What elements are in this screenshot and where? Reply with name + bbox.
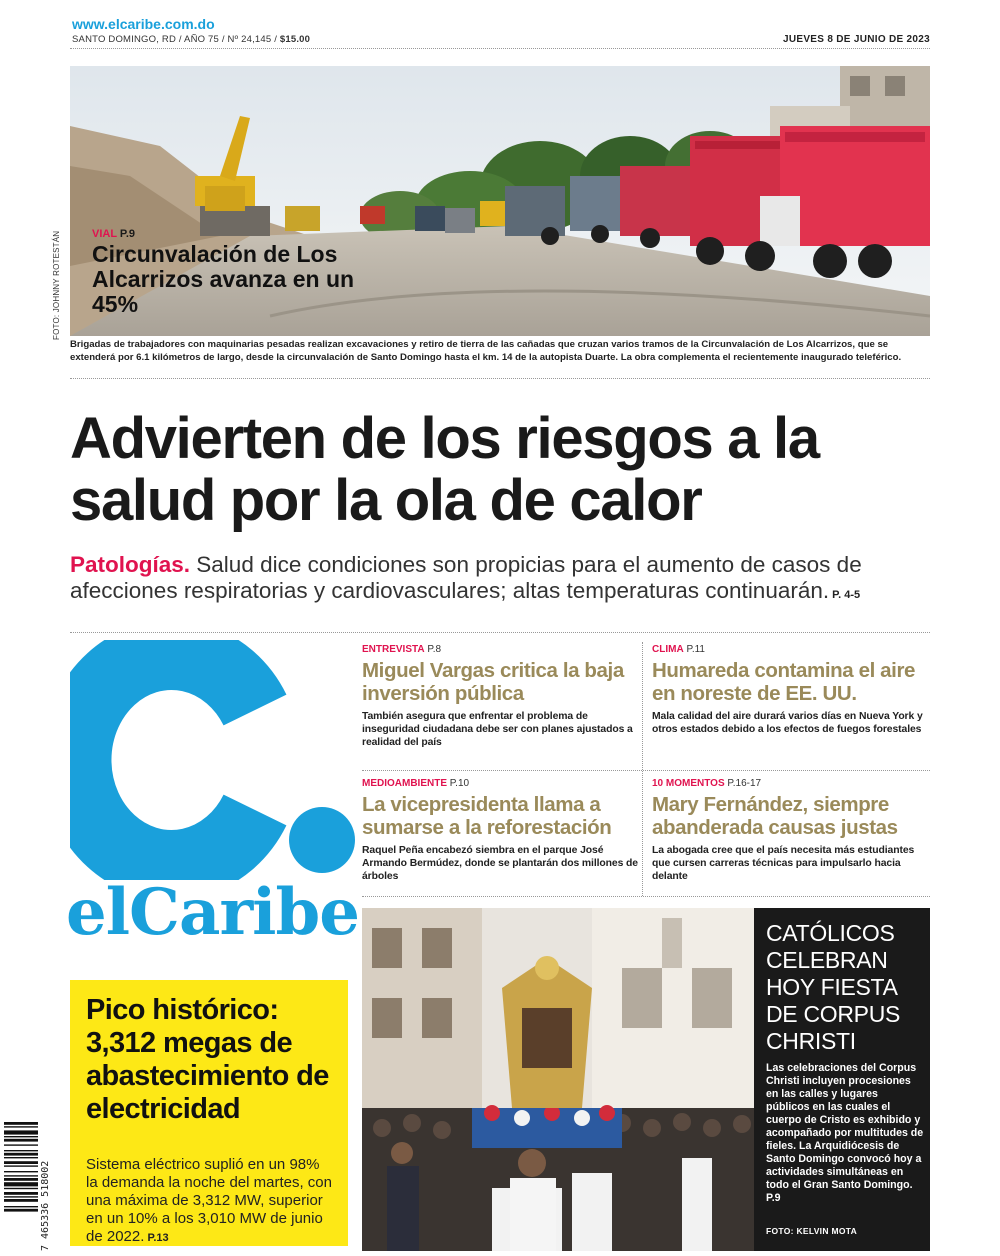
corpus-christi-photo[interactable] <box>362 908 754 1251</box>
top-story-section: VIAL <box>92 228 117 240</box>
corpus-christi-text: Las celebraciones del Corpus Christi incluyen procesiones en las calles y lugares públicos en las cuales el cuerpo de Cristo es exhibido y acompañado por multitudes de fieles. La Arquidiócesis de Santo Domingo convocó hoy a actividades simultáneas en todo el Gran Santo Domingo. P.9 <box>766 1062 924 1204</box>
main-divider <box>70 632 930 633</box>
main-kicker: Patologías. <box>70 552 191 577</box>
energy-box-title[interactable]: Pico histórico: 3,312 megas de abastecimiento de electricidad <box>86 994 329 1125</box>
brief-text: La abogada cree que el país necesita más estudiantes que cursen carreras técnicas para impulsarlo hacia delante <box>652 845 915 882</box>
briefs-row-divider <box>362 770 930 771</box>
logo-c-icon <box>70 640 360 880</box>
main-headline[interactable]: Advierten de los riesgos a la salud por la ola de calor <box>70 406 819 533</box>
main-page-ref: P. 4-5 <box>829 589 861 601</box>
top-story-page: P.9 <box>116 228 136 240</box>
brief-environment[interactable] <box>362 778 640 883</box>
brief-text: Mala calidad del aire durará varios días en Nueva York y otros estados debido a los efectos de fuegos forestales <box>652 711 923 735</box>
brief-text: También asegura que enfrentar el problema de inseguridad ciudadana debe ser con planes ajustados a realidad del país <box>362 711 633 748</box>
brief-tag: ENTREVISTA P.8 <box>362 644 442 655</box>
corpus-christi-title[interactable]: CATÓLICOS CELEBRAN HOY FIESTA DE CORPUS CHRISTI <box>766 920 901 1054</box>
barcode-digits: 7 465336 518002 <box>40 1160 51 1251</box>
procession-image <box>362 908 754 1251</box>
bottom-photo-credit: FOTO: KELVIN MOTA <box>766 1226 858 1236</box>
price: $15.00 <box>279 34 311 45</box>
logo-wordmark[interactable]: elCaribe <box>66 875 359 950</box>
brief-title[interactable]: Mary Fernández, siempre abanderada causas justas <box>652 793 898 839</box>
brief-interview[interactable] <box>362 644 640 749</box>
issue-date: JUEVES 8 DE JUNIO DE 2023 <box>782 34 930 45</box>
site-url[interactable]: www.elcaribe.com.do <box>72 16 215 32</box>
energy-box-text: Sistema eléctrico suplió en un 98% la demanda la noche del martes, con una máxima de 3,312 MW, superior en un 10% a los 3,010 MW de junio de 2022. P.13 <box>86 1156 332 1245</box>
edition-line <box>72 34 310 45</box>
masthead-divider <box>70 48 930 49</box>
main-deck <box>70 552 940 608</box>
edition-info: SANTO DOMINGO, RD / AÑO 75 / Nº 24,145 / <box>72 34 280 45</box>
brief-tag: CLIMA P.11 <box>652 644 705 655</box>
corpus-christi-page: P.9 <box>766 1192 781 1204</box>
top-story-headline[interactable]: Circunvalación de Los Alcarrizos avanza en un 45% <box>92 241 355 317</box>
brief-climate[interactable] <box>652 644 930 736</box>
brief-title[interactable]: La vicepresidenta llama a sumarse a la reforestación <box>362 793 612 839</box>
top-story-caption: Brigadas de trabajadores con maquinarias pesadas realizan excavaciones y retiro de tierra de las cañadas que cruzan varios tramos de la Circunvalación de Los Alcarrizos, que se extenderá por 6.1 kilómetros de largo, desde la circunvalación de Santo Domingo hasta el km. 14 de la autopista Duarte. La obra complementa el recientemente inaugurado teleférico. <box>70 339 902 363</box>
top-story-divider <box>70 378 930 379</box>
barcode <box>0 1120 52 1251</box>
brief-title[interactable]: Humareda contamina el aire en noreste de EE. UU. <box>652 659 916 705</box>
briefs-column-divider <box>642 642 643 896</box>
brief-tag: 10 MOMENTOS P.16-17 <box>652 778 762 789</box>
brief-moments[interactable] <box>652 778 930 883</box>
elcaribe-logo-mark[interactable] <box>70 640 360 880</box>
briefs-bottom-divider <box>362 896 930 897</box>
energy-box-page: P.13 <box>144 1232 169 1244</box>
main-deck-text: Salud dice condiciones son propicias para el aumento de casos de afecciones respiratorias y cardiovasculares; altas temperaturas continuarán. <box>70 552 862 603</box>
brief-title[interactable]: Miguel Vargas critica la baja inversión pública <box>362 659 624 705</box>
top-story-tag <box>92 228 135 240</box>
brief-text: Raquel Peña encabezó siembra en el parque José Armando Bermúdez, donde se plantarán dos millones de árboles <box>362 845 638 882</box>
top-photo-credit: FOTO: JOHNNY ROTESTÁN <box>52 230 61 340</box>
brief-tag: MEDIOAMBIENTE P.10 <box>362 778 470 789</box>
